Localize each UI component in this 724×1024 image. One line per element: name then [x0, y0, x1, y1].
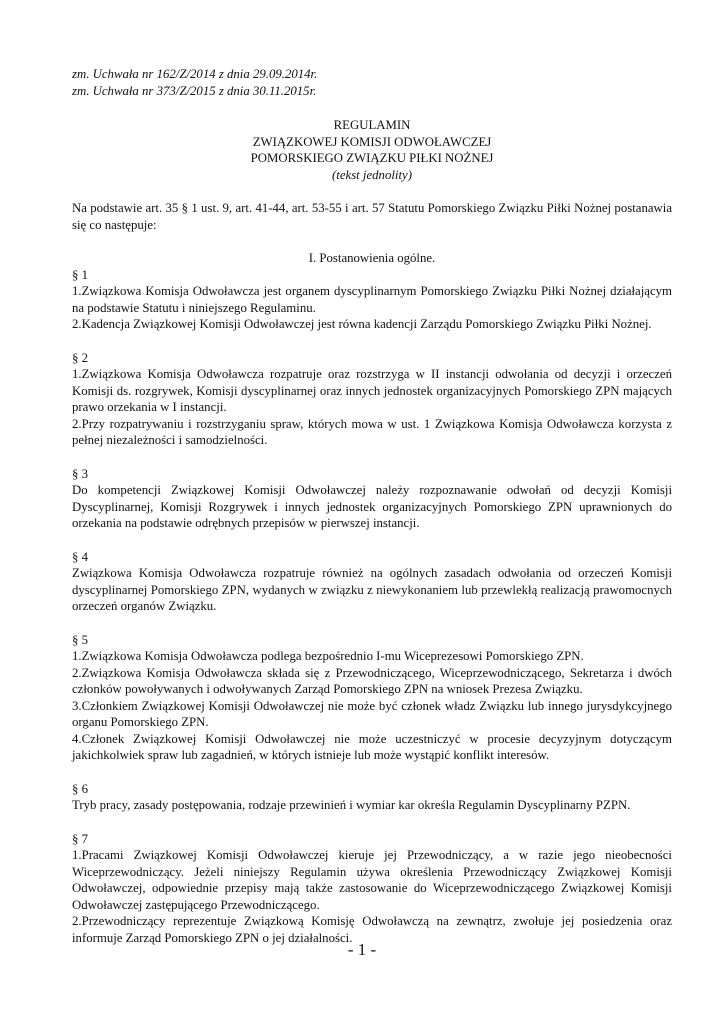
title-line: POMORSKIEGO ZWIĄZKU PIŁKI NOŻNEJ	[250, 151, 494, 165]
section	[72, 632, 672, 764]
section-number: § 3	[72, 466, 88, 481]
section	[72, 831, 672, 947]
section-paragraph: Do kompetencji Związkowej Komisji Odwoławczej należy rozpoznawanie odwołań od decyzji Komisji Dyscyplinarnej, Komisji Rozgrywek i innych jednostek organizacyjnych Pomorskiego ZPN uprawnionych do orzekania na podstawie odrębnych przepisów w pierwszej instancji.	[72, 483, 672, 530]
title-line: ZWIĄZKOWEJ KOMISJI ODWOŁAWCZEJ	[252, 134, 492, 149]
section-paragraph: 1.Pracami Związkowej Komisji Odwoławczej kieruje jej Przewodniczący, a w razie jego nieobecności Wiceprzewodniczący. Jeżeli niniejszy Regulamin używa określenia Przewodniczący Związkowej Komisji Odwoławczej, odpowiednie przepisy mają także zastosowanie do Wiceprzewodniczącego Związkowej Komisji Odwoławczej zastępującego Przewodniczącego.	[72, 848, 672, 912]
section-paragraph: Związkowa Komisja Odwoławcza rozpatruje również na ogólnych zasadach odwołania od orzeczeń Komisji dyscyplinarnej Pomorskiego ZPN, wydanych w związku z niewykonaniem lub przewlekłą realizacją prawomocnych orzeczeń organów Związku.	[72, 566, 672, 613]
section-paragraph: 1.Związkowa Komisja Odwoławcza rozpatruje oraz rozstrzyga w II instancji odwołania od decyzji i orzeczeń Komisji ds. rozgrywek, Komisji dyscyplinarnej oraz innych jednostek organizacyjnych Pomorskiego ZPN mających prawo orzekania w I instancji.	[72, 367, 672, 414]
intro-paragraph: Na podstawie art. 35 § 1 ust. 9, art. 41-44, art. 53-55 i art. 57 Statutu Pomorskiego Związku Piłki Nożnej postanawia się co następuje:	[72, 201, 672, 232]
title-line: REGULAMIN	[333, 118, 411, 132]
section	[72, 549, 672, 615]
section	[72, 781, 672, 814]
section	[72, 350, 672, 449]
document-title	[72, 117, 672, 183]
section-paragraph: 2.Przewodniczący reprezentuje Związkową Komisję Odwoławczą na zewnątrz, zwołuje jej posiedzenia oraz informuje Zarząd Pomorskiego ZPN o jej działalności.	[72, 914, 672, 945]
section-number: § 5	[72, 632, 88, 647]
page-number: - 1 -	[347, 940, 377, 959]
section-paragraph: 1.Związkowa Komisja Odwoławcza jest organem dyscyplinarnym Pomorskiego Związku Piłki Nożnej działającym na podstawie Statutu i niniejszego Regulaminu.	[72, 284, 672, 315]
section-number: § 1	[72, 267, 88, 282]
section-number: § 4	[72, 549, 88, 564]
amendment-note: zm. Uchwała nr 373/Z/2015 z dnia 30.11.2015r.	[72, 83, 317, 98]
chapter-heading: I. Postanowienia ogólne.	[308, 251, 436, 265]
document-page	[72, 66, 672, 946]
section-number: § 7	[72, 831, 88, 846]
section-paragraph: 3.Członkiem Związkowej Komisji Odwoławczej nie może być członek władz Związku lub innego jurysdykcyjnego organu Pomorskiego ZPN.	[72, 698, 672, 729]
amendment-note: zm. Uchwała nr 162/Z/2014 z dnia 29.09.2014r.	[72, 67, 318, 81]
section	[72, 267, 672, 333]
section-paragraph: 1.Związkowa Komisja Odwoławcza podlega bezpośrednio I-mu Wiceprezesowi Pomorskiego ZPN.	[72, 649, 584, 663]
section-paragraph: 4.Członek Związkowej Komisji Odwoławczej nie może uczestniczyć w procesie decyzyjnym dotyczącym jakichkolwiek spraw lub zagadnień, w których istnieje lub może wystąpić konflikt interesów.	[72, 731, 672, 762]
sections-container	[72, 267, 672, 947]
section	[72, 466, 672, 532]
section-paragraph: 2.Kadencja Związkowej Komisji Odwoławczej jest równa kadencji Zarządu Pomorskiego Związku Piłki Nożnej.	[72, 317, 652, 331]
section-number: § 6	[72, 781, 88, 796]
section-paragraph: 2.Przy rozpatrywaniu i rozstrzyganiu spraw, których mowa w ust. 1 Związkowa Komisja Odwoławcza korzysta z pełnej niezależności i samodzielności.	[72, 416, 672, 447]
section-paragraph: 2.Związkowa Komisja Odwoławcza składa się z Przewodniczącego, Wiceprzewodniczącego, Sekretarza i dwóch członków powoływanych i odwoływanych Zarząd Pomorskiego ZPN na wniosek Prezesa Związku.	[72, 665, 672, 696]
title-subtitle: (tekst jednolity)	[332, 167, 412, 182]
section-number: § 2	[72, 350, 88, 365]
section-paragraph: Tryb pracy, zasady postępowania, rodzaje przewinień i wymiar kar określa Regulamin Dyscyplinarny PZPN.	[72, 798, 631, 812]
